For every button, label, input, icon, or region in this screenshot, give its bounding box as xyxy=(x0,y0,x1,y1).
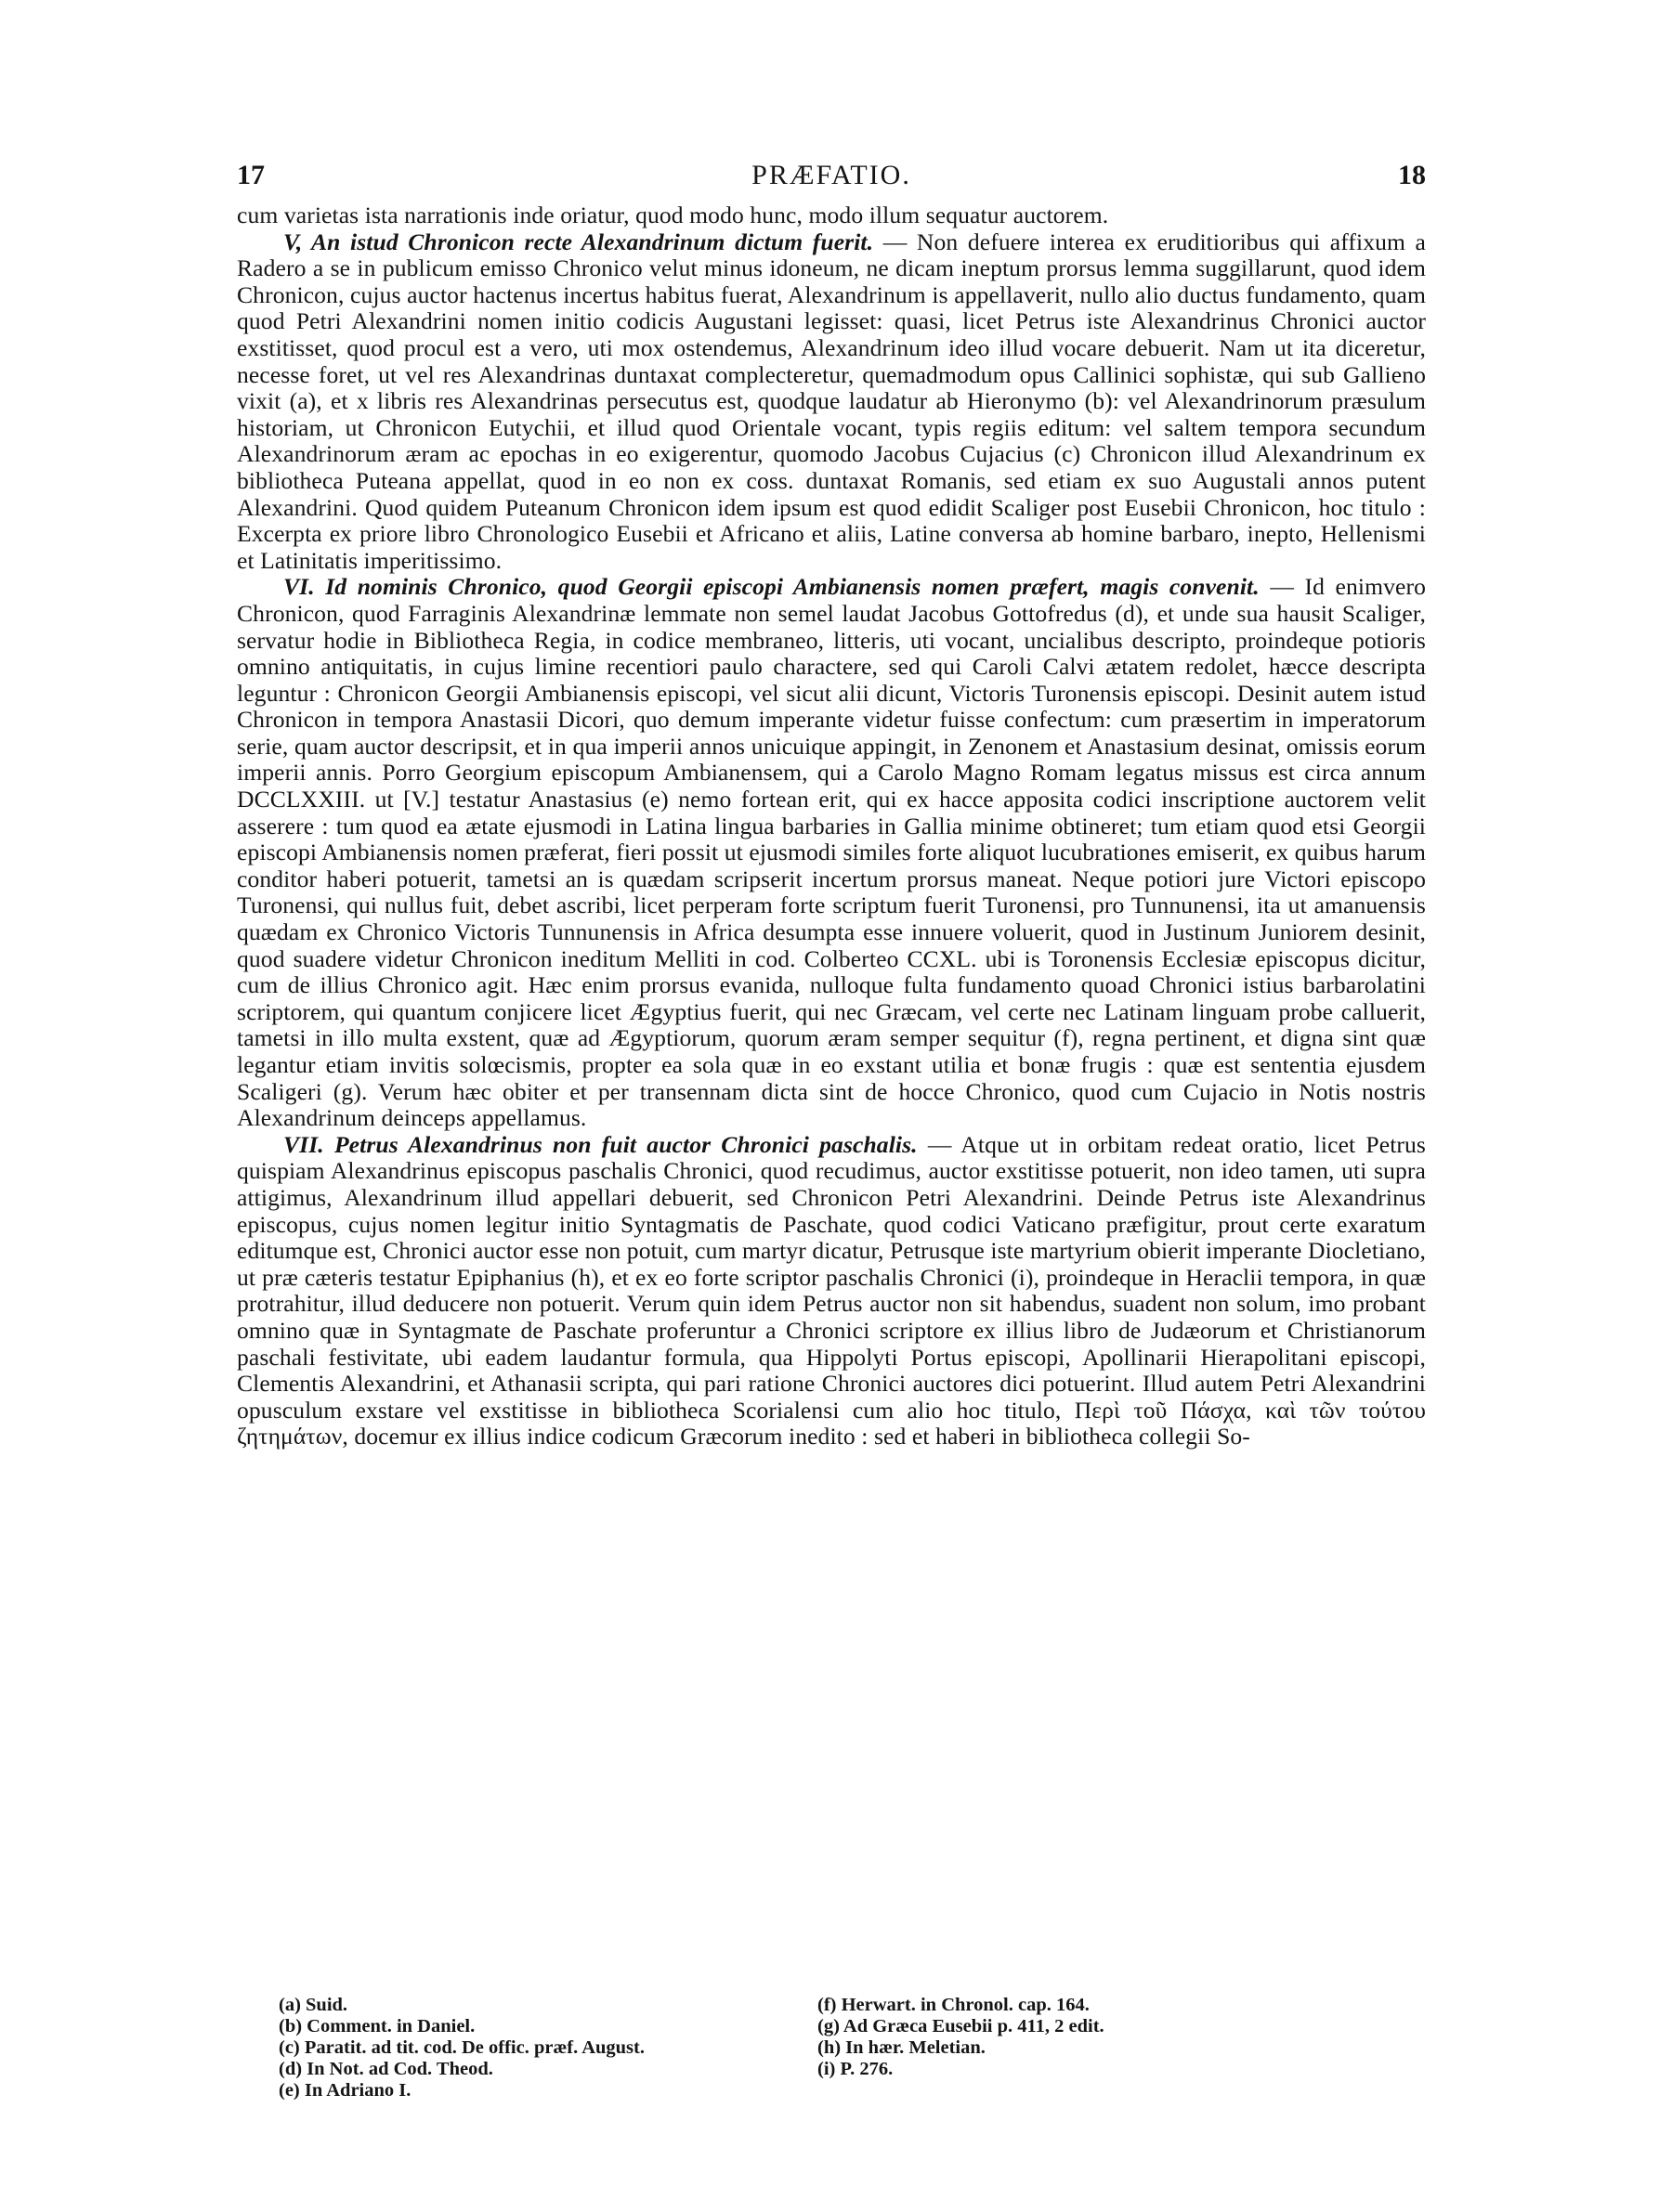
footnote: (i) P. 276. xyxy=(817,2059,894,2079)
right-page-number: 18 xyxy=(1398,160,1426,190)
footnote: (a) Suid. xyxy=(279,1995,348,2015)
footnote: (d) In Not. ad Cod. Theod. xyxy=(279,2059,493,2079)
paragraph xyxy=(237,1132,1426,1451)
section-heading: VII. Petrus Alexandrinus non fuit auctor Chronici paschalis. xyxy=(283,1130,918,1158)
running-header xyxy=(237,160,1426,202)
footnote: (f) Herwart. in Chronol. cap. 164. xyxy=(817,1995,1090,2015)
section-heading: V, An istud Chronicon recte Alexandrinum dictum fuerit. xyxy=(283,228,874,255)
footnotes-left-column xyxy=(279,1995,762,2101)
section-heading: VI. Id nominis Chronico, quod Georgii episcopi Ambianensis nomen præfert, magis convenit. xyxy=(283,573,1260,601)
footnote: (h) In hær. Meletian. xyxy=(817,2037,986,2058)
left-page-number: 17 xyxy=(237,160,265,190)
footnote: (c) Paratit. ad tit. cod. De offic. præf. August. xyxy=(279,2037,645,2058)
running-title: PRÆFATIO. xyxy=(751,160,911,190)
paragraph-text: — Atque ut in orbitam redeat oratio, licet Petrus quispiam Alexandrinus episcopus paschalis Chronici, quod recudimus, auctor exstitisse potuerit, non ideo tamen, uti supra attigimus, Alexandrinum illud appellari debuerit, sed Chronicon Petri Alexandrini. Deinde Petrus iste Alexandrinus episcopus, cujus nomen legitur initio Syntagmatis de Paschate, quod codici Vaticano præfigitur, prout certe exaratum editumque est, Chronici auctor esse non potuit, cum martyr dicatur, Petrusque iste martyrium obierit imperante Diocletiano, ut præ cæteris testatur Epiphanius (h), et ex eo forte scriptor paschalis Chronici (i), proindeque in Heraclii tempora, in quæ protrahitur, illud deducere non potuerit. Verum quin idem Petrus auctor non sit habendus, suadent non solum, imo probant omnino quæ in Syntagmate de Paschate proferuntur a Chronici scriptore ex illius libro de Judæorum et Christianorum paschali festivitate, ubi eadem laudantur formula, qua Hippolyti Portus episcopi, Apollinarii Hierapolitani episcopi, Clementis Alexandrini, et Athanasii scripta, qui pari ratione Chronici auctores dici potuerint. Illud autem Petri Alexandrini opusculum exstare vel exstitisse in bibliotheca Scorialensi cum alio hoc titulo, Περὶ τοῦ Πάσχα, καὶ τῶν τούτου ζητημάτων, docemur ex illius indice codicum Græcorum inedito : sed et haberi in bibliotheca collegii So- xyxy=(237,1130,1426,1451)
footnotes-right-column xyxy=(817,1995,1300,2101)
footnote: (e) In Adriano I. xyxy=(279,2080,411,2101)
paragraph xyxy=(237,202,1426,229)
paragraph xyxy=(237,229,1426,575)
paragraph xyxy=(237,574,1426,1131)
paragraph-text: — Id enimvero Chronicon, quod Farraginis Alexandrinæ lemmate non semel laudat Jacobus Gottofredus (d), et unde sua hausit Scaliger, servatur hodie in Bibliotheca Regia, in codice membraneo, litteris, uti vocant, uncialibus descripto, proindeque potioris omnino antiquitatis, in cujus limine recentiori paulo charactere, sed qui Caroli Calvi ætatem redolet, hæcce descripta leguntur : Chronicon Georgii Ambianensis episcopi, vel sicut alii dicunt, Victoris Turonensis episcopi. Desinit autem istud Chronicon in tempora Anastasii Dicori, quo demum imperante videtur fuisse confectum: cum præsertim in imperatorum serie, quam auctor descripsit, et in qua imperii annos unicuique appingit, in Zenonem et Anastasium desinat, omissis eorum imperii annis. Porro Georgium episcopum Ambianensem, qui a Carolo Magno Romam legatus missus est circa annum DCCLXXIII. ut [V.] testatur Anastasius (e) nemo fortean erit, qui ex hacce apposita codici inscriptione auctorem velit asserere : tum quod ea ætate ejusmodi in Latina lingua barbaries in Gallia minime obtineret; tum etiam quod etsi Georgii episcopi Ambianensis nomen præferat, fieri possit ut ejusmodi similes forte aliquot lucubrationes emiserit, ex quibus harum conditor haberi potuerit, tametsi an is quædam scripserit incertum prorsus maneat. Neque potiori jure Victori episcopo Turonensi, qui nullus fuit, debet ascribi, licet perperam forte scriptum fuerit Turonensi, pro Tunnunensi, ita ut amanuensis quædam ex Chronico Victoris Tunnunensis in Africa desumpta esse innuere voluerit, quod in Justinum Juniorem desinit, quod suadere videtur Chronicon ineditum Melliti in cod. Colberteo CCXL. ubi is Toronensis Ecclesiæ episcopus dicitur, cum de illius Chronico agit. Hæc enim prorsus evanida, nulloque fulta fundamento quoad Chronici istius barbarolatini scriptorem, qui quantum conjicere licet Ægyptius fuerit, qui nec Græcam, vel certe nec Latinam linguam probe calluerit, tametsi in illo multa exstent, quæ ad Ægyptiorum, quorum æram semper sequitur (f), regna pertinent, et digna sint quæ legantur etiam invitis solœcismis, propter ea sola quæ in eo exstant utilia et bonæ frugis : quæ est sententia ejusdem Scaligeri (g). Verum hæc obiter et per transennam dicta sint de hocce Chronico, quod cum Cujacio in Notis nostris Alexandrinum deinceps appellamus. xyxy=(237,573,1427,1132)
paragraph-text: — Non defuere interea ex eruditioribus qui affixum a Radero a se in publicum emisso Chronico velut minus idoneum, ne dicam ineptum prorsus lemma suggillarunt, quod idem Chronicon, cujus auctor hactenus incertus habitus fuerat, Alexandrinum is appellaverit, nullo alio ductus fundamento, quam quod Petri Alexandrini nomen initio codicis Augustani legisset: quasi, licet Petrus iste Alexandrinus Chronici auctor exstitisset, quod procul est a vero, uti mox ostendemus, Alexandrinum ideo illud vocare debuerit. Nam ut ita diceretur, necesse foret, ut vel res Alexandrinas duntaxat complecteretur, quemadmodum opus Callinici sophistæ, qui sub Gallieno vixit (a), et x libris res Alexandrinas persecutus est, quodque laudatur ab Hieronymo (b): vel Alexandrinorum præsulum historiam, ut Chronicon Eutychii, et illud quod Orientale vocant, typis regiis editum: vel saltem tempora secundum Alexandrinorum æram ac epochas in eo exigerentur, quomodo Jacobus Cujacius (c) Chronicon illud Alexandrinum ex bibliotheca Puteana appellat, quod in eo non ex coss. duntaxat Romanis, sed etiam ex suo Augustali annos putent Alexandrini. Quod quidem Puteanum Chronicon idem ipsum est quod edidit Scaliger post Eusebii Chronicon, hoc titulo : Excerpta ex priore libro Chronologico Eusebii et Africano et aliis, Latine conversa ab homine barbaro, inepto, Hellenismi et Latinitatis imperitissimo. xyxy=(237,228,1427,574)
footnote: (b) Comment. in Daniel. xyxy=(279,2016,476,2036)
page xyxy=(237,160,1426,1451)
footnotes xyxy=(279,1995,1300,2101)
footnote: (g) Ad Græca Eusebii p. 411, 2 edit. xyxy=(817,2016,1104,2036)
paragraph-text: cum varietas ista narrationis inde oriatur, quod modo hunc, modo illum sequatur auctorem. xyxy=(237,202,1109,228)
body-text xyxy=(237,202,1426,1451)
